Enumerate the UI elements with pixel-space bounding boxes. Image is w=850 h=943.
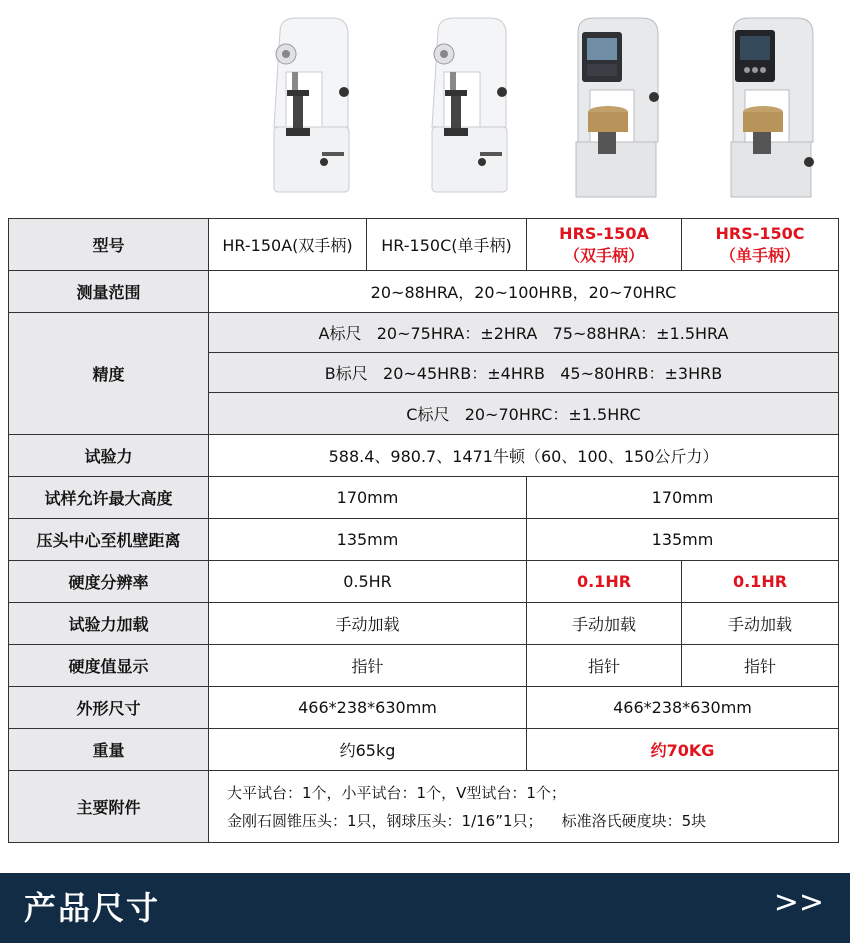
cell-hrs: 466*238*630mm — [527, 687, 839, 729]
table-row — [9, 271, 839, 313]
row-label: 测量范围 — [9, 271, 209, 313]
cell-hr: 手动加载 — [209, 603, 527, 645]
cell-hr: 0.5HR — [209, 561, 527, 603]
row-label: 试验力加载 — [9, 603, 209, 645]
model-sub: （双手柄） — [563, 245, 644, 265]
test-force-value: 588.4、980.7、1471牛顿（60、100、150公斤力） — [209, 435, 839, 477]
machine-photo-hrs150a — [570, 12, 670, 202]
table-row — [9, 477, 839, 519]
row-label: 压头中心至机壁距离 — [9, 519, 209, 561]
cell-hrs: 170mm — [527, 477, 839, 519]
table-row — [9, 645, 839, 687]
row-label: 试验力 — [9, 435, 209, 477]
cell-hrs150c: 指针 — [682, 645, 839, 687]
cell-hrs150c: 0.1HR — [682, 561, 839, 603]
table-row — [9, 519, 839, 561]
row-label: 精度 — [9, 313, 209, 435]
row-label: 主要附件 — [9, 771, 209, 843]
table-row — [9, 561, 839, 603]
cell-hr: 170mm — [209, 477, 527, 519]
cell-hr: 466*238*630mm — [209, 687, 527, 729]
precision-b: B标尺 20~45HRB：±4HRB 45~80HRB：±3HRB — [209, 353, 839, 393]
cell-hrs150a: 手动加载 — [527, 603, 682, 645]
row-label: 试样允许最大高度 — [9, 477, 209, 519]
table-row — [9, 313, 839, 353]
measure-range-value: 20~88HRA，20~100HRB，20~70HRC — [209, 271, 839, 313]
row-label: 型号 — [9, 219, 209, 271]
cell-hrs: 约70KG — [527, 729, 839, 771]
cell-hrs150c: 手动加载 — [682, 603, 839, 645]
model-hr150a: HR-150A(双手柄) — [209, 219, 367, 271]
model-hrs150c — [682, 219, 839, 271]
cell-hrs150a: 0.1HR — [527, 561, 682, 603]
machine-photo-hr150a — [262, 12, 362, 197]
product-photos — [0, 0, 850, 215]
table-row — [9, 435, 839, 477]
model-hrs150a — [527, 219, 682, 271]
cell-hrs150a: 指针 — [527, 645, 682, 687]
accessories-line-1: 大平试台：1个，小平试台：1个，V型试台：1个； — [227, 783, 566, 802]
model-sub: （单手柄） — [719, 245, 800, 265]
machine-photo-hr150c — [420, 12, 520, 197]
section-banner — [0, 873, 850, 943]
row-label: 硬度值显示 — [9, 645, 209, 687]
cell-hr: 135mm — [209, 519, 527, 561]
machine-photo-hrs150c — [725, 12, 825, 202]
row-label: 硬度分辨率 — [9, 561, 209, 603]
model-name: HRS-150A — [559, 223, 649, 243]
cell-hr: 指针 — [209, 645, 527, 687]
precision-c: C标尺 20~70HRC：±1.5HRC — [209, 393, 839, 435]
precision-a: A标尺 20~75HRA：±2HRA 75~88HRA：±1.5HRA — [209, 313, 839, 353]
accessories-value — [209, 771, 839, 843]
row-label: 外形尺寸 — [9, 687, 209, 729]
section-title: 产品尺寸 — [24, 889, 161, 927]
table-row — [9, 687, 839, 729]
row-label: 重量 — [9, 729, 209, 771]
table-row — [9, 219, 839, 271]
spec-table — [8, 218, 839, 843]
table-row — [9, 729, 839, 771]
table-row — [9, 603, 839, 645]
table-row — [9, 771, 839, 843]
cell-hrs: 135mm — [527, 519, 839, 561]
next-arrow-icon[interactable]: >> — [773, 885, 824, 920]
cell-hr: 约65kg — [209, 729, 527, 771]
accessories-line-2: 金刚石圆锥压头：1只，钢球压头：1/16”1只； 标准洛氏硬度块：5块 — [227, 811, 707, 830]
model-name: HRS-150C — [715, 223, 805, 243]
model-hr150c: HR-150C(单手柄) — [367, 219, 527, 271]
